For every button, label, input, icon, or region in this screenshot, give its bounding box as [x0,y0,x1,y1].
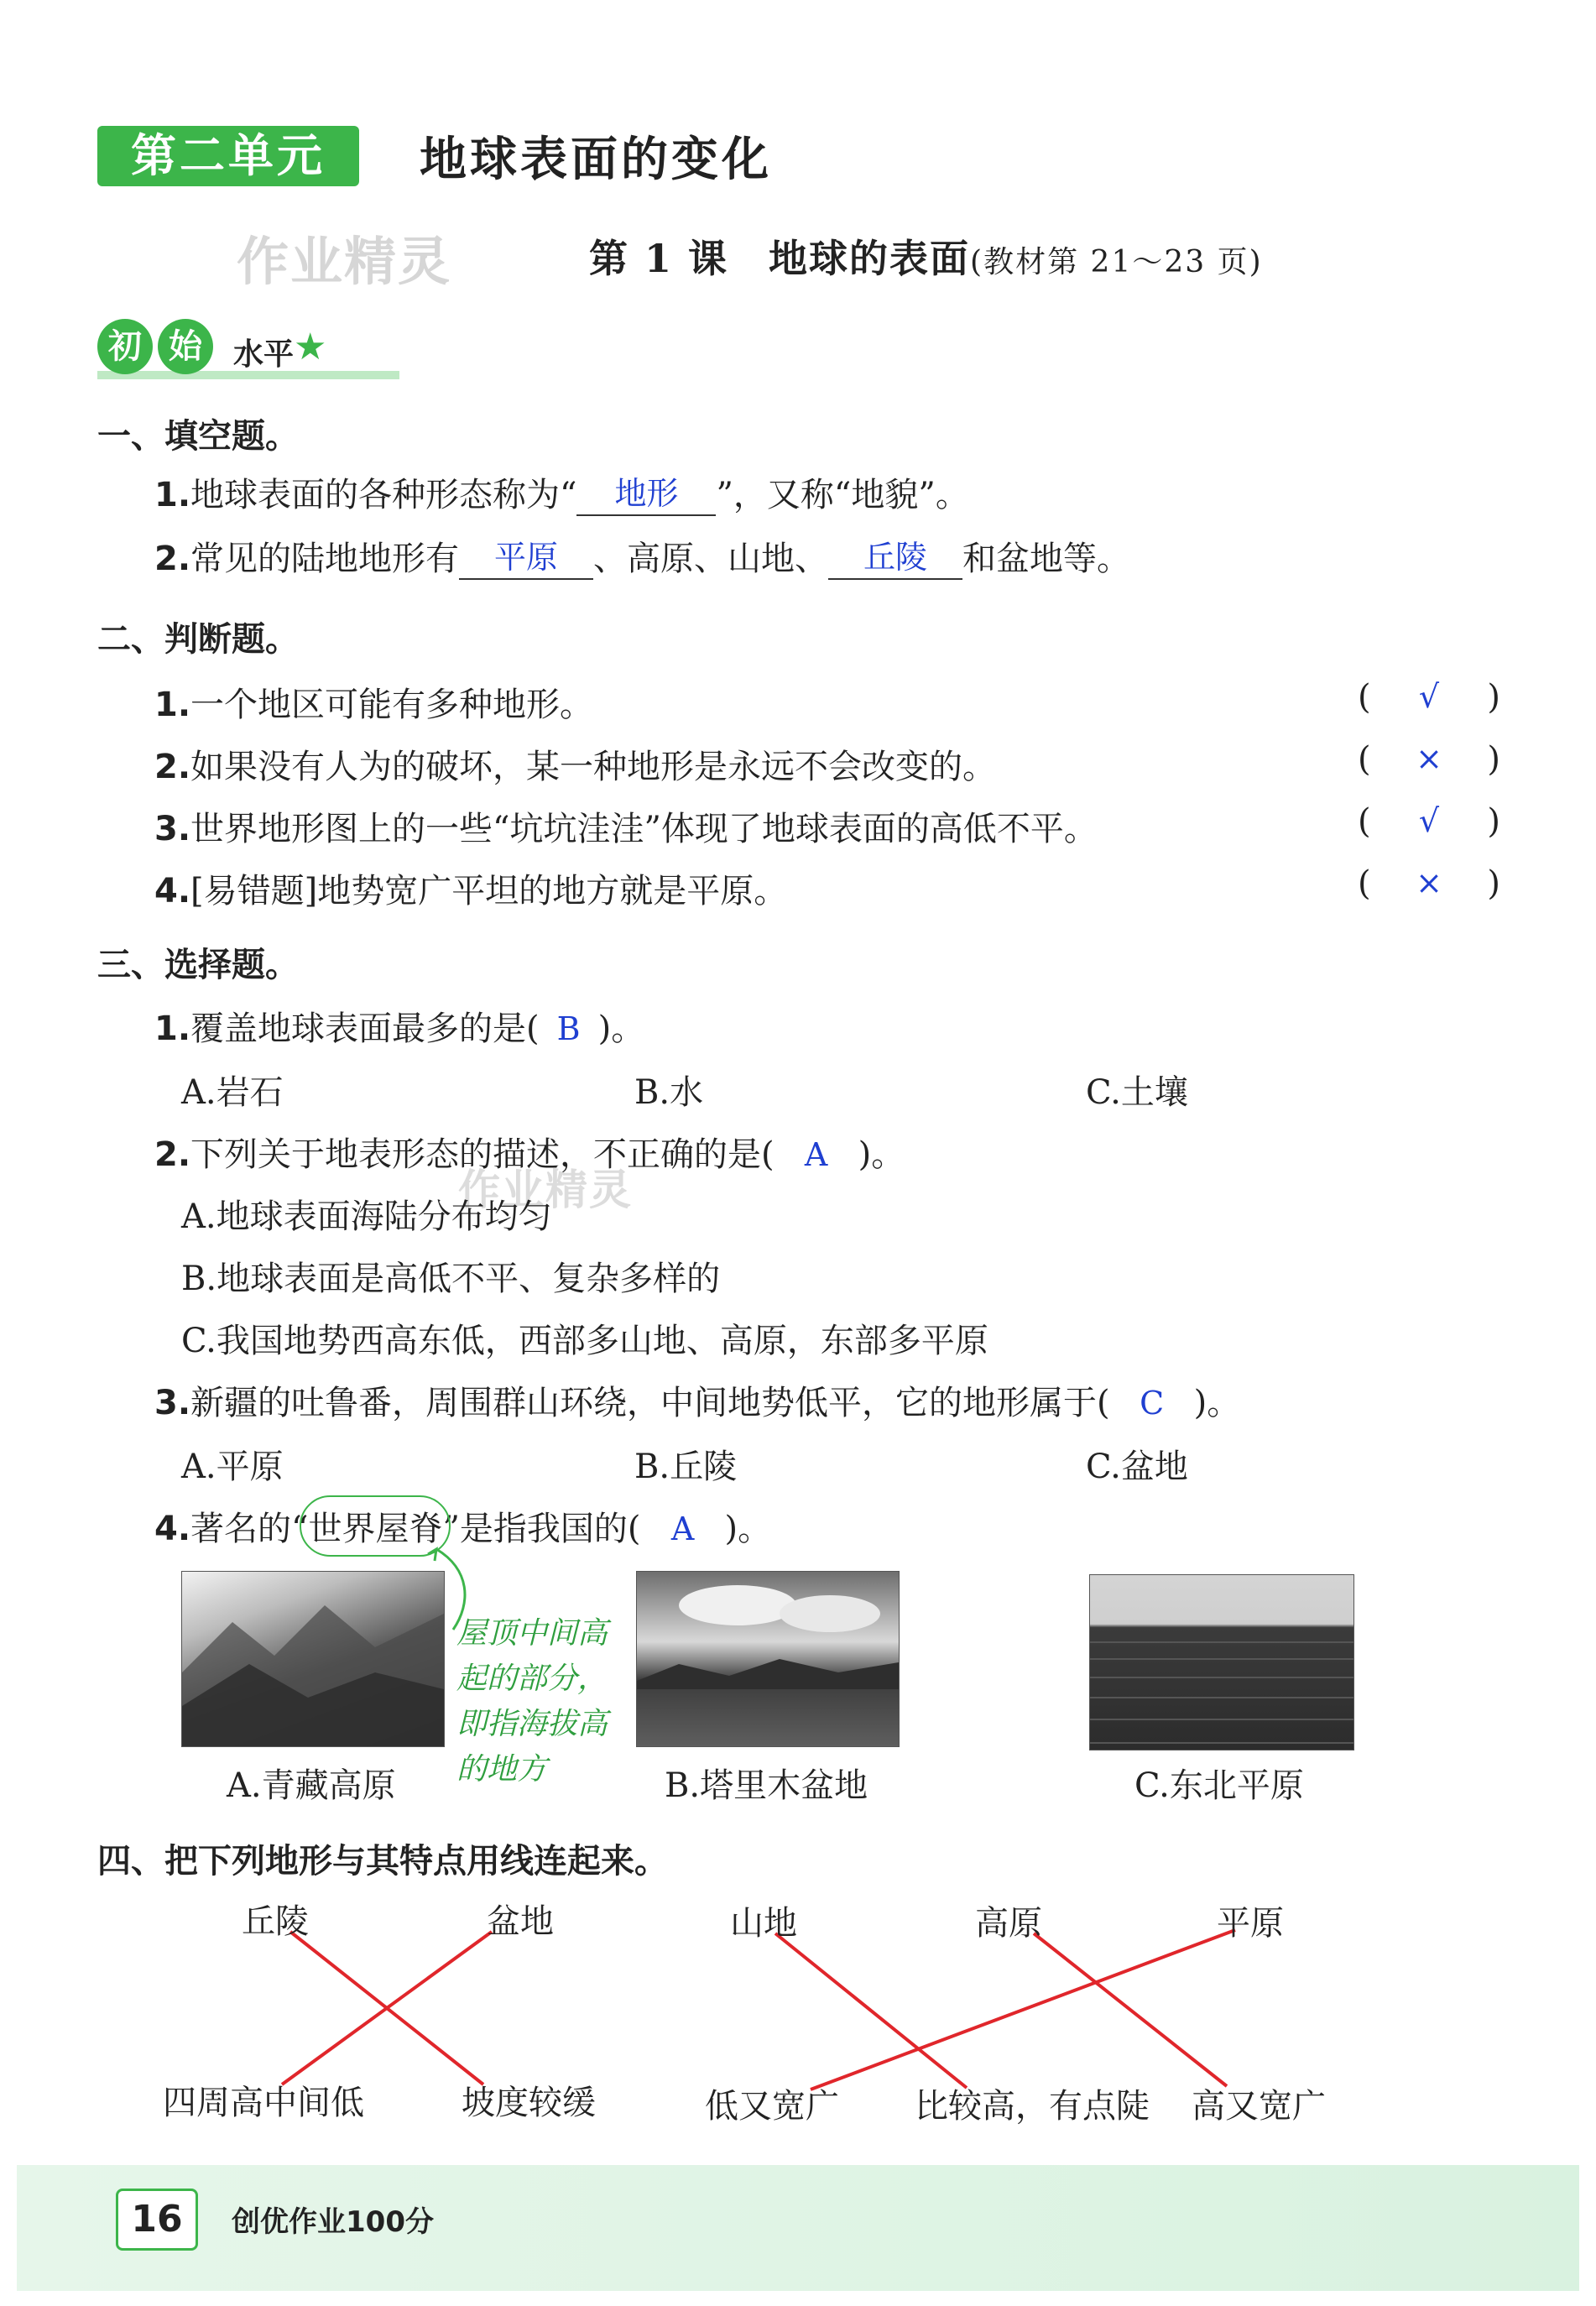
option-a[interactable]: A.地球表面海陆分布均匀 [181,1197,552,1236]
match-top-2[interactable]: 盆地 [487,1902,554,1941]
answer-text[interactable]: A [670,1510,695,1547]
page-number: 16 [116,2189,198,2251]
match-bottom-2[interactable]: 坡度较缓 [462,2084,596,2122]
level-text: 水平 [233,337,295,372]
note-line: 即指海拔高 [456,1707,608,1741]
q-text: 新疆的吐鲁番，周围群山环绕，中间地势低平，它的地形属于( [190,1384,1110,1422]
q-number: 2. [154,540,191,578]
q-number: 3. [154,810,191,848]
q-number: 4. [154,1510,191,1548]
match-top-1[interactable]: 丘陵 [242,1902,309,1941]
paren-close: ) [1487,802,1500,841]
match-bottom-1[interactable]: 四周高中间低 [163,2084,364,2122]
paren-close: ) [1487,864,1500,903]
match-line [775,1933,967,2088]
q-text: 下列关于地表形态的描述，不正确的是( [190,1135,775,1174]
series-name: 创优作业100分 [232,2205,434,2239]
q-close: )。 [858,1135,905,1174]
caption-c: C.东北平原 [1134,1766,1304,1805]
q-number: 4. [154,872,191,910]
q-number: 2. [154,748,191,786]
unit-badge: 第二单元 [97,126,359,186]
option-a[interactable]: A.岩石 [181,1073,284,1112]
q-text: 一个地区可能有多种地形。 [190,686,594,724]
answer-text: 丘陵 [863,539,928,576]
match-bottom-5[interactable]: 高又宽广 [1192,2087,1326,2126]
match-top-5[interactable]: 平原 [1217,1904,1284,1943]
option-a[interactable]: A.平原 [181,1448,284,1486]
answer-mark: × [1416,740,1442,777]
highlight-text: 世界屋脊 [308,1510,443,1548]
q-close: )。 [597,1010,645,1048]
section4-title: 四、把下列地形与其特点用线连起来。 [97,1842,668,1881]
match-bottom-3[interactable]: 低又宽广 [705,2087,839,2126]
match-line [811,1930,1235,2089]
paren-open: ( [1358,802,1371,841]
level-char-1: 初 [97,319,153,374]
q-text: 如果没有人为的破坏，某一种地形是永远不会改变的。 [190,748,997,786]
q-close: )。 [1193,1384,1241,1422]
q-text: 地球表面的各种形态称为“ [190,476,577,514]
option-c[interactable]: C.我国地势西高东低，西部多山地、高原，东部多平原 [181,1322,988,1360]
q-text: [易错题]地势宽广平坦的地方就是平原。 [190,872,788,910]
paren-close: ) [1487,678,1500,717]
paren-close: ) [1487,740,1500,779]
q-number: 1. [154,476,191,514]
match-bottom-4[interactable]: 比较高，有点陡 [915,2087,1150,2126]
note-line: 的地方 [456,1752,548,1787]
match-line [1034,1933,1227,2086]
paren-open: ( [1358,740,1371,779]
level-char-2: 始 [158,319,213,374]
paren-open: ( [1358,864,1371,903]
star-icon: ★ [294,326,327,368]
q-text-post: 和盆地等。 [962,540,1131,578]
match-top-3[interactable]: 山地 [730,1904,797,1943]
answer-text[interactable]: A [804,1136,828,1173]
q-number: 1. [154,1010,191,1048]
caption-a: A.青藏高原 [227,1766,396,1805]
q-text-mid: 、高原、山地、 [593,540,829,578]
paren-open: ( [1358,678,1371,717]
q-text: 覆盖地球表面最多的是( [190,1010,540,1048]
watermark: 作业精灵 [237,231,452,292]
q-text: 世界地形图上的一些“坑坑洼洼”体现了地球表面的高低不平。 [190,810,1098,848]
q-close: )。 [724,1510,772,1548]
option-b[interactable]: B.丘陵 [634,1448,738,1486]
answer-mark: × [1416,864,1442,901]
q-text: 常见的陆地地形有 [190,540,460,578]
match-top-4[interactable]: 高原 [975,1904,1042,1943]
note-line: 起的部分， [456,1662,608,1696]
caption-b: B.塔里木盆地 [665,1766,868,1805]
unit-title: 地球表面的变化 [420,133,772,187]
q-text: 著名的“ [190,1510,309,1548]
q-number: 1. [154,686,191,724]
answer-text: 地形 [614,475,679,512]
q-number: 2. [154,1135,191,1174]
option-b[interactable]: B.水 [634,1073,704,1112]
answer-text[interactable]: B [556,1010,581,1047]
section3-title: 三、选择题。 [97,946,299,984]
q-text-post: ”，又称“地貌”。 [716,476,969,514]
section1-title: 一、填空题。 [97,417,299,456]
answer-text[interactable]: C [1140,1385,1165,1422]
lesson-reference: (教材第 21～23 页) [970,245,1263,279]
answer-text: 平原 [494,539,559,576]
answer-mark: √ [1418,678,1440,715]
option-b[interactable]: B.地球表面是高低不平、复杂多样的 [181,1260,721,1298]
option-c[interactable]: C.盆地 [1086,1448,1188,1486]
q-number: 3. [154,1384,191,1422]
lesson-name: 第 1 课 地球的表面 [589,236,971,281]
note-line: 屋顶中间高 [456,1616,608,1651]
option-c[interactable]: C.土壤 [1086,1073,1188,1112]
q-text-post: ”是指我国的( [442,1510,641,1548]
answer-mark: √ [1418,802,1440,839]
match-line [282,1932,492,2084]
watermark-2: 作业精灵 [458,1166,633,1214]
section2-title: 二、判断题。 [97,620,299,659]
